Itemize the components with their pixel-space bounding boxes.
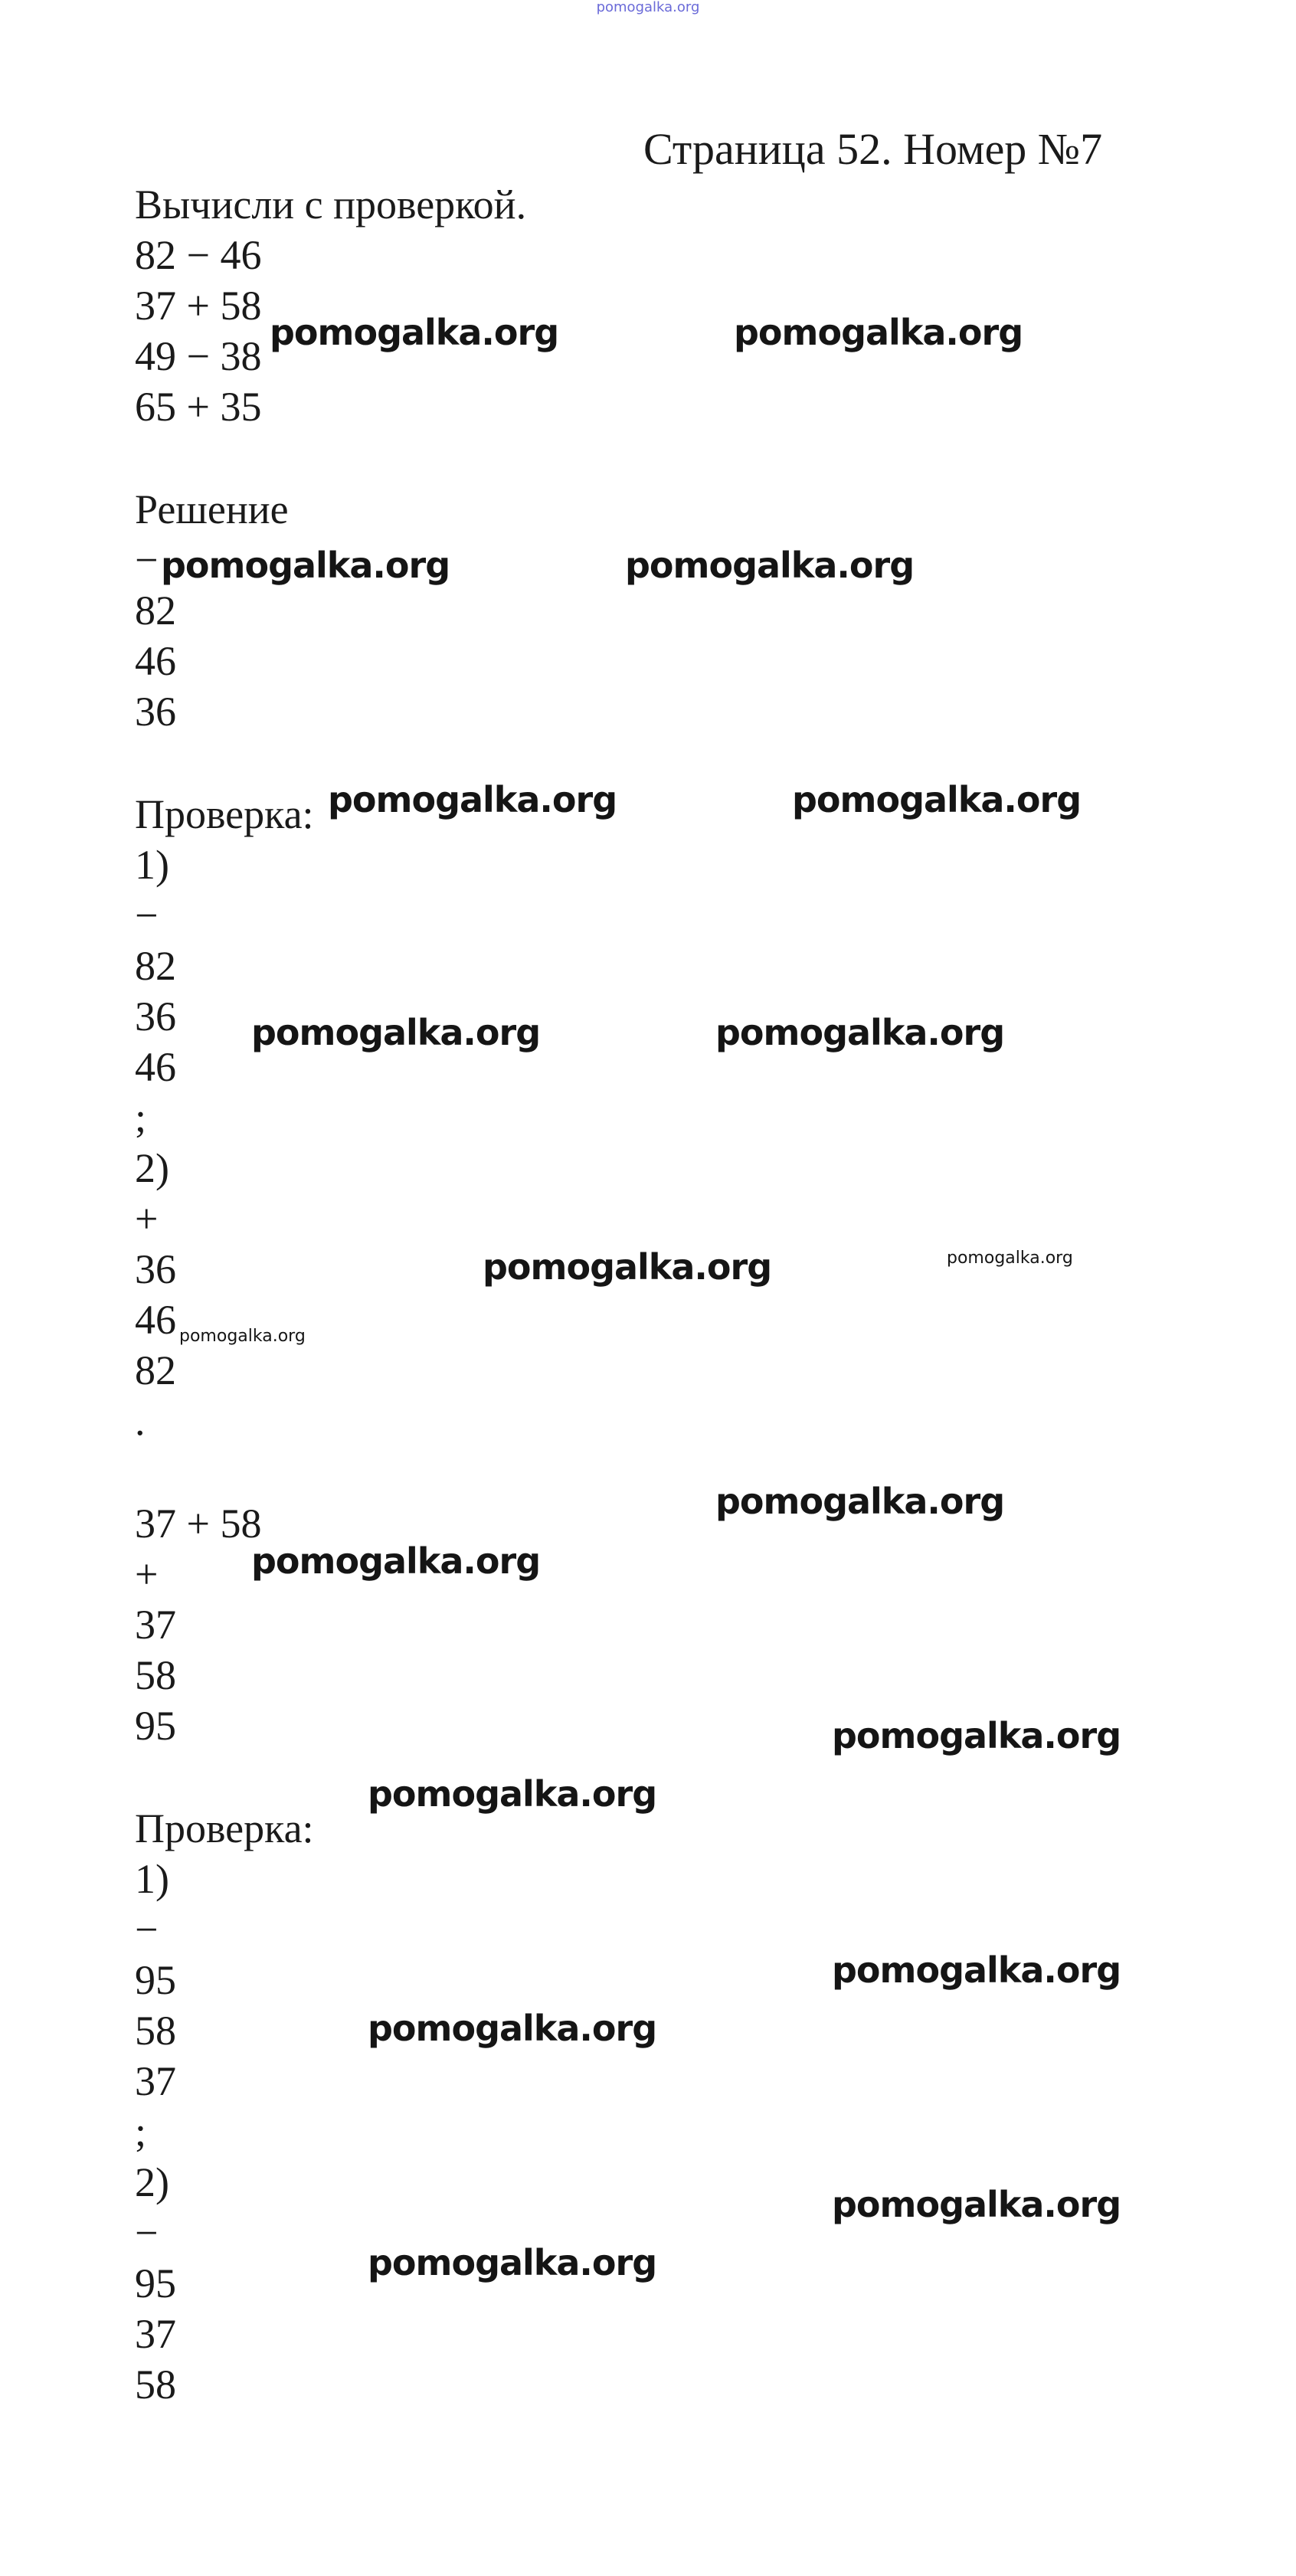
- watermark: pomogalka.org: [368, 1773, 657, 1815]
- part2-check1-sign: −: [135, 1907, 159, 1952]
- part1-check2-operand-1: 36: [135, 1246, 176, 1292]
- part2-check1-result: 37: [135, 2058, 176, 2104]
- task-expression-1: 82 − 46: [135, 232, 262, 278]
- part1-check1-end: ;: [135, 1095, 147, 1141]
- watermark: pomogalka.org: [483, 1246, 772, 1288]
- part1-check2-end: .: [135, 1398, 146, 1444]
- task-prompt: Вычисли с проверкой.: [135, 182, 527, 227]
- part1-check1-operand-2: 36: [135, 993, 176, 1039]
- part1-check1-operand-1: 82: [135, 943, 176, 989]
- part2-check2-operand-2: 37: [135, 2311, 176, 2357]
- watermark-small: pomogalka.org: [947, 1249, 1073, 1268]
- site-header-link[interactable]: pomogalka.org: [596, 0, 700, 15]
- part2-check1-operand-1: 95: [135, 1957, 176, 2003]
- watermark-small: pomogalka.org: [179, 1327, 306, 1346]
- part2-result: 95: [135, 1703, 176, 1749]
- part1-result: 36: [135, 689, 176, 735]
- part1-check2-sign: +: [135, 1196, 159, 1242]
- watermark: pomogalka.org: [832, 1715, 1121, 1756]
- watermark: pomogalka.org: [792, 779, 1082, 820]
- watermark: pomogalka.org: [832, 1949, 1121, 1991]
- part1-operand-2: 46: [135, 638, 176, 684]
- watermark: pomogalka.org: [161, 545, 450, 586]
- watermark: pomogalka.org: [251, 1540, 541, 1582]
- part1-check1-label: 1): [135, 842, 169, 888]
- part2-check2-label: 2): [135, 2159, 169, 2205]
- task-expression-4: 65 + 35: [135, 384, 262, 430]
- watermark: pomogalka.org: [734, 312, 1023, 353]
- part2-check1-end: ;: [135, 2109, 147, 2155]
- solution-heading: Решение: [135, 486, 289, 532]
- part2-check1-label: 1): [135, 1856, 169, 1902]
- watermark: pomogalka.org: [270, 312, 559, 353]
- task-expression-2: 37 + 58: [135, 283, 262, 329]
- part2-check2-result: 58: [135, 2362, 176, 2407]
- watermark: pomogalka.org: [832, 2184, 1121, 2225]
- watermark: pomogalka.org: [368, 2008, 657, 2049]
- part1-check1-result: 46: [135, 1044, 176, 1090]
- part1-sign: −: [135, 537, 159, 583]
- part1-check-heading: Проверка:: [135, 791, 314, 837]
- part2-check2-operand-1: 95: [135, 2260, 176, 2306]
- watermark: pomogalka.org: [715, 1481, 1005, 1522]
- part2-operand-2: 58: [135, 1652, 176, 1698]
- part1-check2-label: 2): [135, 1145, 169, 1191]
- part1-check2-result: 82: [135, 1347, 176, 1393]
- watermark: pomogalka.org: [715, 1012, 1005, 1053]
- part2-sign: +: [135, 1551, 159, 1597]
- part2-operand-1: 37: [135, 1602, 176, 1648]
- task-expression-3: 49 − 38: [135, 333, 262, 379]
- part2-check-heading: Проверка:: [135, 1805, 314, 1851]
- part1-check2-operand-2: 46: [135, 1297, 176, 1343]
- part2-check2-sign: −: [135, 2210, 159, 2256]
- part2-expression: 37 + 58: [135, 1501, 262, 1547]
- watermark: pomogalka.org: [251, 1012, 541, 1053]
- part2-check1-operand-2: 58: [135, 2008, 176, 2054]
- part1-check1-sign: −: [135, 892, 159, 938]
- watermark: pomogalka.org: [625, 545, 915, 586]
- part1-operand-1: 82: [135, 588, 176, 633]
- watermark: pomogalka.org: [368, 2242, 657, 2283]
- page-title: Страница 52. Номер №7: [643, 124, 1103, 174]
- watermark: pomogalka.org: [328, 779, 617, 820]
